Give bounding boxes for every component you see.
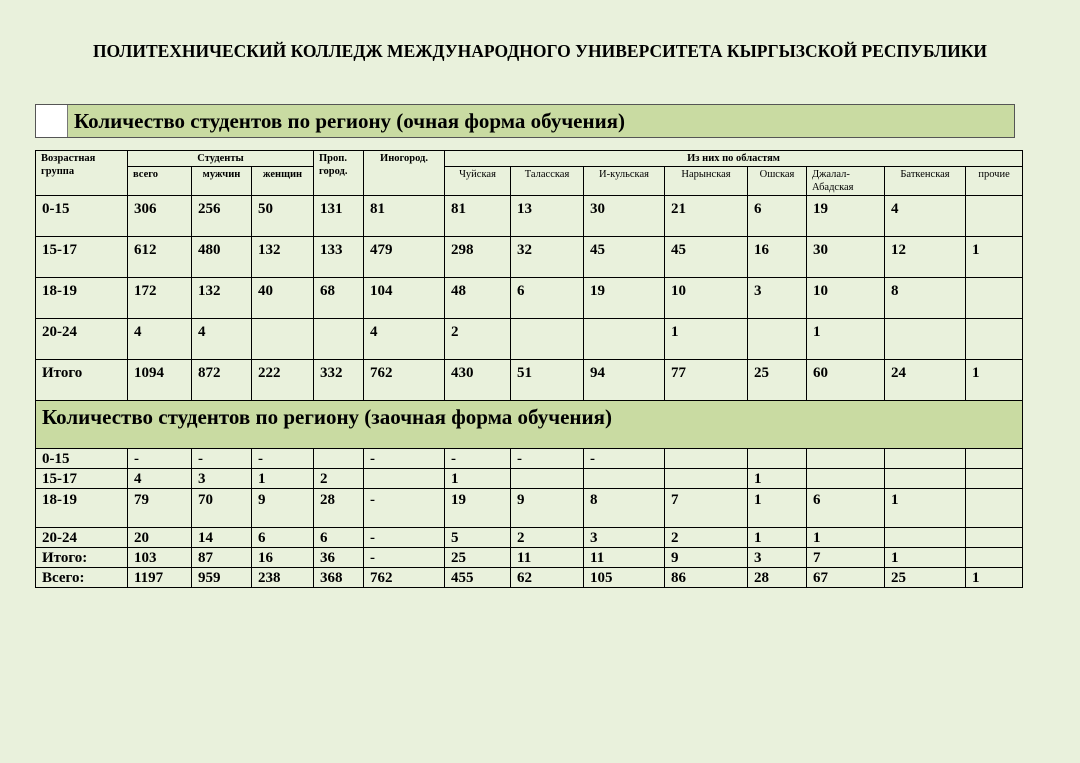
table-cell: 20-24 — [36, 319, 128, 360]
table-row — [36, 278, 1023, 319]
table-cell: 30 — [584, 196, 665, 237]
table-cell: 24 — [885, 360, 966, 401]
header-region-other: прочие — [966, 167, 1023, 196]
table-cell: 1 — [445, 469, 511, 489]
table-cell: 21 — [665, 196, 748, 237]
table-cell: 19 — [807, 196, 885, 237]
table-cell: 132 — [252, 237, 314, 278]
students-region-table — [35, 150, 1023, 588]
table-cell — [966, 528, 1023, 548]
table-cell: 67 — [807, 568, 885, 588]
table-cell — [966, 196, 1023, 237]
table-cell — [665, 449, 748, 469]
section-row-parttime — [36, 401, 1023, 449]
table-cell — [584, 469, 665, 489]
table-cell: 70 — [192, 489, 252, 528]
table-cell: 222 — [252, 360, 314, 401]
table-row — [36, 360, 1023, 401]
table-row — [36, 568, 1023, 588]
table-cell — [966, 319, 1023, 360]
header-male: мужчин — [192, 167, 252, 196]
table-cell: 10 — [665, 278, 748, 319]
table-cell: 1 — [748, 469, 807, 489]
table-cell — [885, 319, 966, 360]
table-cell: 133 — [314, 237, 364, 278]
section-title-fulltime: Количество студентов по региону (очная форма обучения) — [67, 105, 1014, 137]
table-cell: 1197 — [128, 568, 192, 588]
header-region-naryn: Нарынская — [665, 167, 748, 196]
table-cell: 7 — [807, 548, 885, 568]
table-cell: 51 — [511, 360, 584, 401]
table-cell: 0-15 — [36, 196, 128, 237]
table-cell — [807, 469, 885, 489]
table-cell: 15-17 — [36, 237, 128, 278]
table-cell: 3 — [748, 548, 807, 568]
table-cell: 48 — [445, 278, 511, 319]
table-cell: 68 — [314, 278, 364, 319]
table-cell: 238 — [252, 568, 314, 588]
table-cell: Итого — [36, 360, 128, 401]
table-cell: 77 — [665, 360, 748, 401]
table-cell: 18-19 — [36, 489, 128, 528]
table-cell: 105 — [584, 568, 665, 588]
table-cell: 2 — [314, 469, 364, 489]
table-cell: 4 — [192, 319, 252, 360]
table-cell: 28 — [748, 568, 807, 588]
table-cell: 762 — [364, 360, 445, 401]
table-row — [36, 548, 1023, 568]
table-cell: 79 — [128, 489, 192, 528]
table-row — [36, 237, 1023, 278]
table-cell: 16 — [748, 237, 807, 278]
header-row-1 — [36, 151, 1023, 167]
table-cell: 13 — [511, 196, 584, 237]
table-cell: - — [511, 449, 584, 469]
table-cell: 4 — [128, 469, 192, 489]
table-cell: 25 — [885, 568, 966, 588]
table-cell: 28 — [314, 489, 364, 528]
table-cell: 2 — [665, 528, 748, 548]
header-region-osh: Ошская — [748, 167, 807, 196]
table-cell: 306 — [128, 196, 192, 237]
table-cell — [885, 449, 966, 469]
table-cell: 36 — [314, 548, 364, 568]
table-cell — [966, 548, 1023, 568]
table-cell — [966, 449, 1023, 469]
table-cell: 8 — [584, 489, 665, 528]
table-cell: 20 — [128, 528, 192, 548]
header-region-issyk-kul: И-кульская — [584, 167, 665, 196]
table-cell: - — [364, 449, 445, 469]
table-cell: 5 — [445, 528, 511, 548]
table-cell: 40 — [252, 278, 314, 319]
table-cell: 332 — [314, 360, 364, 401]
table-cell: 132 — [192, 278, 252, 319]
section-banner-fulltime — [35, 104, 1015, 138]
table-row — [36, 196, 1023, 237]
table-cell: 480 — [192, 237, 252, 278]
table-row — [36, 319, 1023, 360]
table-cell: 1 — [748, 489, 807, 528]
table-cell — [966, 489, 1023, 528]
table-cell: 8 — [885, 278, 966, 319]
table-cell: 1094 — [128, 360, 192, 401]
table-cell: 2 — [445, 319, 511, 360]
table-cell — [252, 319, 314, 360]
table-cell: 298 — [445, 237, 511, 278]
table-cell: 16 — [252, 548, 314, 568]
table-row — [36, 449, 1023, 469]
table-cell: - — [584, 449, 665, 469]
table-cell — [665, 469, 748, 489]
table-cell — [966, 278, 1023, 319]
table-cell: 479 — [364, 237, 445, 278]
header-row-2 — [36, 167, 1023, 196]
table-cell: 3 — [584, 528, 665, 548]
table-cell: 19 — [445, 489, 511, 528]
table-cell: 12 — [885, 237, 966, 278]
table-cell: Итого: — [36, 548, 128, 568]
table-cell: 94 — [584, 360, 665, 401]
table-cell: 1 — [252, 469, 314, 489]
table-cell: 172 — [128, 278, 192, 319]
table-cell: 872 — [192, 360, 252, 401]
table-cell: 455 — [445, 568, 511, 588]
table-cell: 762 — [364, 568, 445, 588]
table-cell: 9 — [511, 489, 584, 528]
header-region-talas: Таласская — [511, 167, 584, 196]
table-cell: 6 — [748, 196, 807, 237]
header-other-city: Иногород. — [364, 151, 445, 196]
table-cell: 9 — [665, 548, 748, 568]
table-cell — [966, 469, 1023, 489]
table-cell: 0-15 — [36, 449, 128, 469]
table-row — [36, 489, 1023, 528]
table-cell: 131 — [314, 196, 364, 237]
table-cell — [748, 319, 807, 360]
table-cell: 104 — [364, 278, 445, 319]
table-cell: - — [128, 449, 192, 469]
table-cell: 368 — [314, 568, 364, 588]
table-cell: 87 — [192, 548, 252, 568]
table-cell: 959 — [192, 568, 252, 588]
table-cell: 20-24 — [36, 528, 128, 548]
table-cell: 3 — [748, 278, 807, 319]
table-cell: 15-17 — [36, 469, 128, 489]
table-cell: - — [445, 449, 511, 469]
table-cell: 7 — [665, 489, 748, 528]
table-cell: 3 — [192, 469, 252, 489]
table-cell: 30 — [807, 237, 885, 278]
table-cell: - — [364, 528, 445, 548]
table-cell: 11 — [511, 548, 584, 568]
table-cell: 6 — [511, 278, 584, 319]
table-cell: 14 — [192, 528, 252, 548]
table-cell: 60 — [807, 360, 885, 401]
table-cell: - — [364, 548, 445, 568]
table-cell: 103 — [128, 548, 192, 568]
table-cell: 4 — [364, 319, 445, 360]
table-cell: 1 — [966, 237, 1023, 278]
table-cell: 9 — [252, 489, 314, 528]
table-cell — [885, 469, 966, 489]
table-cell: 430 — [445, 360, 511, 401]
table-cell: 6 — [314, 528, 364, 548]
table-cell: 1 — [807, 319, 885, 360]
table-cell: Всего: — [36, 568, 128, 588]
header-region-batken: Баткенская — [885, 167, 966, 196]
table-cell — [511, 319, 584, 360]
table-cell: 25 — [445, 548, 511, 568]
table-cell: 32 — [511, 237, 584, 278]
table-cell: 81 — [364, 196, 445, 237]
header-total: всего — [128, 167, 192, 196]
table-cell: 2 — [511, 528, 584, 548]
table-cell: 50 — [252, 196, 314, 237]
table-cell: 10 — [807, 278, 885, 319]
table-cell — [364, 469, 445, 489]
table-cell: 86 — [665, 568, 748, 588]
table-cell — [584, 319, 665, 360]
table-cell: 45 — [665, 237, 748, 278]
header-students: Студенты — [128, 151, 314, 167]
table-cell — [511, 469, 584, 489]
table-cell: 1 — [665, 319, 748, 360]
table-cell: - — [364, 489, 445, 528]
page-title: ПОЛИТЕХНИЧЕСКИЙ КОЛЛЕДЖ МЕЖДУНАРОДНОГО УНИВЕРСИТЕТА КЫРГЫЗСКОЙ РЕСПУБЛИКИ — [92, 41, 988, 61]
table-cell: 1 — [966, 568, 1023, 588]
table-cell: 612 — [128, 237, 192, 278]
table-cell: 81 — [445, 196, 511, 237]
section-title-parttime: Количество студентов по региону (заочная форма обучения) — [36, 401, 1023, 449]
header-prop-city: Проп. город. — [314, 151, 364, 196]
table-cell — [885, 528, 966, 548]
header-regions: Из них по областям — [445, 151, 1023, 167]
table-cell: 256 — [192, 196, 252, 237]
table-cell: 6 — [807, 489, 885, 528]
table-cell: 45 — [584, 237, 665, 278]
table-cell: 4 — [128, 319, 192, 360]
table-cell: 11 — [584, 548, 665, 568]
table-row — [36, 528, 1023, 548]
table-cell: 4 — [885, 196, 966, 237]
table-cell: 1 — [885, 548, 966, 568]
table-cell: - — [252, 449, 314, 469]
table-cell: 62 — [511, 568, 584, 588]
header-age-group: Возрастная группа — [36, 151, 128, 196]
table-cell: 25 — [748, 360, 807, 401]
table-cell — [314, 449, 364, 469]
table-cell — [807, 449, 885, 469]
table-cell: - — [192, 449, 252, 469]
header-female: женщин — [252, 167, 314, 196]
table-row — [36, 469, 1023, 489]
table-cell: 19 — [584, 278, 665, 319]
table-cell — [314, 319, 364, 360]
table-cell: 1 — [748, 528, 807, 548]
table-cell: 1 — [807, 528, 885, 548]
table-cell: 18-19 — [36, 278, 128, 319]
table-cell — [748, 449, 807, 469]
header-region-jalal-abad: Джалал-Абадская — [807, 167, 885, 196]
table-cell: 1 — [966, 360, 1023, 401]
header-region-chui: Чуйская — [445, 167, 511, 196]
table-cell: 6 — [252, 528, 314, 548]
table-cell: 1 — [885, 489, 966, 528]
